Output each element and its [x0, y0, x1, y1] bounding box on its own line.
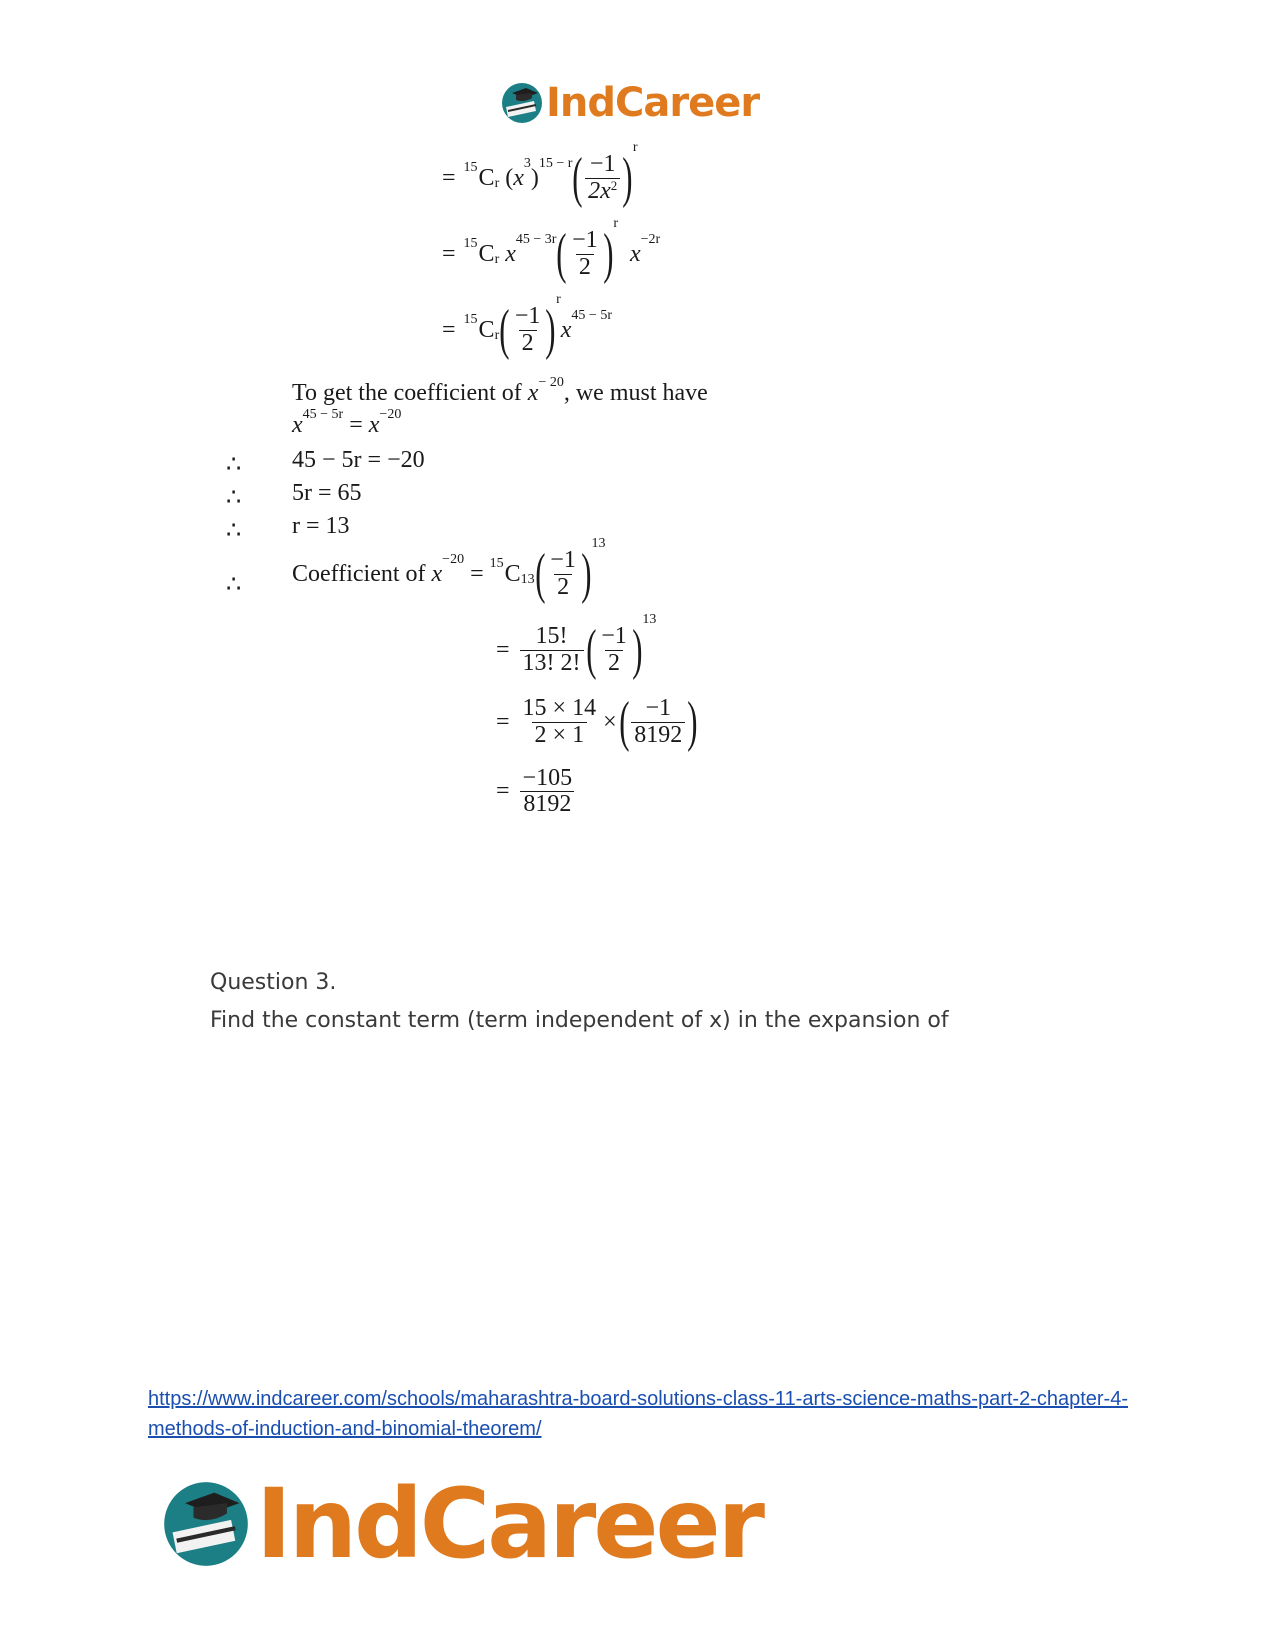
question-text: Find the constant term (term independent of x) in the expansion of: [210, 1008, 949, 1033]
fraction: $\frac{-105}{8192}$: [520, 766, 576, 817]
variable-x: x: [513, 164, 524, 191]
equation-line-1: = 15 C r ( x 3 ) 15 − r ( $\frac{-1}{2x^2}$ ) r: [442, 140, 638, 209]
fraction: $\frac{15 \times 14}{2 \times 1}$: [522, 695, 597, 748]
exponent: 3: [523, 156, 531, 171]
fraction: $\frac{-1}{2x^2}$: [585, 152, 620, 203]
therefore-symbol: ∴: [226, 572, 242, 598]
step-equation: r = 13: [292, 513, 350, 539]
fraction: $\frac{-1}{2}$: [572, 227, 598, 280]
graduation-book-icon: [500, 81, 544, 125]
fraction: $\frac{-1}{2}$: [550, 547, 576, 600]
coefficient-intro: To get the coefficient of $x^{- 20}$, we must have: [292, 375, 708, 406]
header-logo: [500, 80, 759, 126]
fraction: $\frac{-1}{2}$: [514, 303, 541, 356]
binomial-superscript: 15: [463, 160, 478, 175]
exponent: r: [632, 140, 638, 155]
fraction: $\frac{-1}{2}$: [601, 623, 627, 676]
evaluation-step-2: = $\frac{15 \times 14}{2 \times 1}$ × ( $\frac{-1}{8192}$ ): [496, 691, 698, 753]
exponent: 15 − r: [538, 156, 573, 171]
therefore-symbol: ∴: [226, 452, 242, 478]
footer-logo: [160, 1468, 762, 1580]
fraction: $\frac{15!}{13! 2!}$: [520, 624, 584, 675]
question-title: Question 3.: [210, 970, 337, 995]
source-url-link[interactable]: https://www.indcareer.com/schools/maharashtra-board-solutions-class-11-arts-science-maths-part-2-chapter-4-methods-of-induction-and-binomial-theorem/: [148, 1388, 1128, 1440]
equation-line-2: = 15 C r x 45 − 3r ( $\frac{-1}{2}$ ) r x −2r: [442, 216, 661, 285]
graduation-book-icon: [160, 1478, 252, 1570]
evaluation-step-1: = $\frac{15!}{13! 2!}$ ( $\frac{-1}{2}$ ) 13: [496, 612, 657, 681]
binomial-c: C: [478, 164, 495, 191]
therefore-symbol: ∴: [226, 485, 242, 511]
evaluation-result: = $\frac{-105}{8192}$: [496, 766, 577, 817]
therefore-symbol: ∴: [226, 518, 242, 544]
exponent-condition: $x^{45 - 5r} = x^{-20}$: [292, 407, 402, 438]
fraction: $\frac{-1}{8192}$: [631, 696, 685, 747]
step-equation: 45 − 5r = −20: [292, 447, 425, 473]
logo-wordmark: IndCareer: [256, 1468, 762, 1580]
step-equation: 5r = 65: [292, 480, 362, 506]
logo-wordmark: IndCareer: [546, 80, 760, 126]
equals-sign: =: [442, 164, 456, 191]
binomial-subscript: r: [494, 176, 500, 191]
coefficient-equation: Coefficient of x −20 = 15 C 13 ( $\frac{-1}{2}$ ) 13: [292, 536, 606, 605]
equation-line-3: = 15 C r ( $\frac{-1}{2}$ ) r x 45 − 5r: [442, 292, 612, 361]
